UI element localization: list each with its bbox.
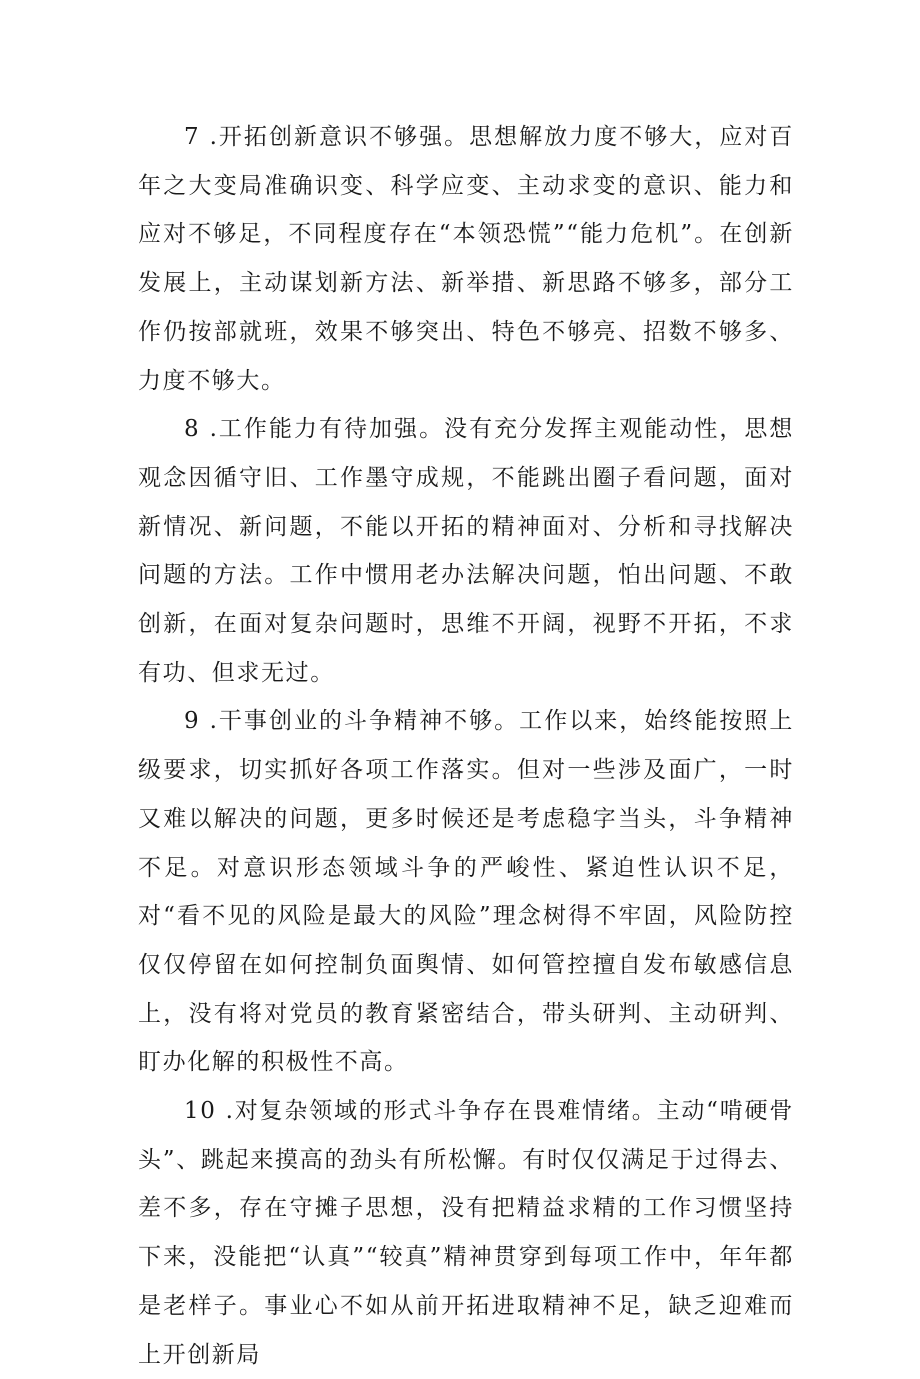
document-body xyxy=(138,113,794,1379)
paragraph-10: 10 .对复杂领域的形式斗争存在畏难情绪。主动“啃硬骨头”、跳起来摸高的劲头有所松懈。有时仅仅满足于过得去、差不多，存在守摊子思想，没有把精益求精的工作习惯坚持下来，没能把“认真”“较真”精神贯穿到每项工作中，年年都是老样子。事业心不如从前开拓进取精神不足，缺乏迎难而上开创新局 xyxy=(138,1098,794,1368)
paragraph-8: 8 .工作能力有待加强。没有充分发挥主观能动性，思想观念因循守旧、工作墨守成规，不能跳出圈子看问题，面对新情况、新问题，不能以开拓的精神面对、分析和寻找解决问题的方法。工作中惯用老办法解决问题，怕出问题、不敢创新，在面对复杂问题时，思维不开阔，视野不开拓，不求有功、但求无过。 xyxy=(138,416,794,686)
paragraph-9: 9 .干事创业的斗争精神不够。工作以来，始终能按照上级要求，切实抓好各项工作落实。但对一些涉及面广，一时又难以解决的问题，更多时候还是考虑稳字当头，斗争精神不足。对意识形态领域斗争的严峻性、紧迫性认识不足，对“看不见的风险是最大的风险”理念树得不牢固，风险防控仅仅停留在如何控制负面舆情、如何管控擅自发布敏感信息上，没有将对党员的教育紧密结合，带头研判、主动研判、盯办化解的积极性不高。 xyxy=(138,708,794,1076)
paragraph-7: 7 .开拓创新意识不够强。思想解放力度不够大，应对百年之大变局准确识变、科学应变、主动求变的意识、能力和应对不够足，不同程度存在“本领恐慌”“能力危机”。在创新发展上，主动谋划新方法、新举措、新思路不够多，部分工作仍按部就班，效果不够突出、特色不够亮、招数不够多、力度不够大。 xyxy=(138,124,794,394)
